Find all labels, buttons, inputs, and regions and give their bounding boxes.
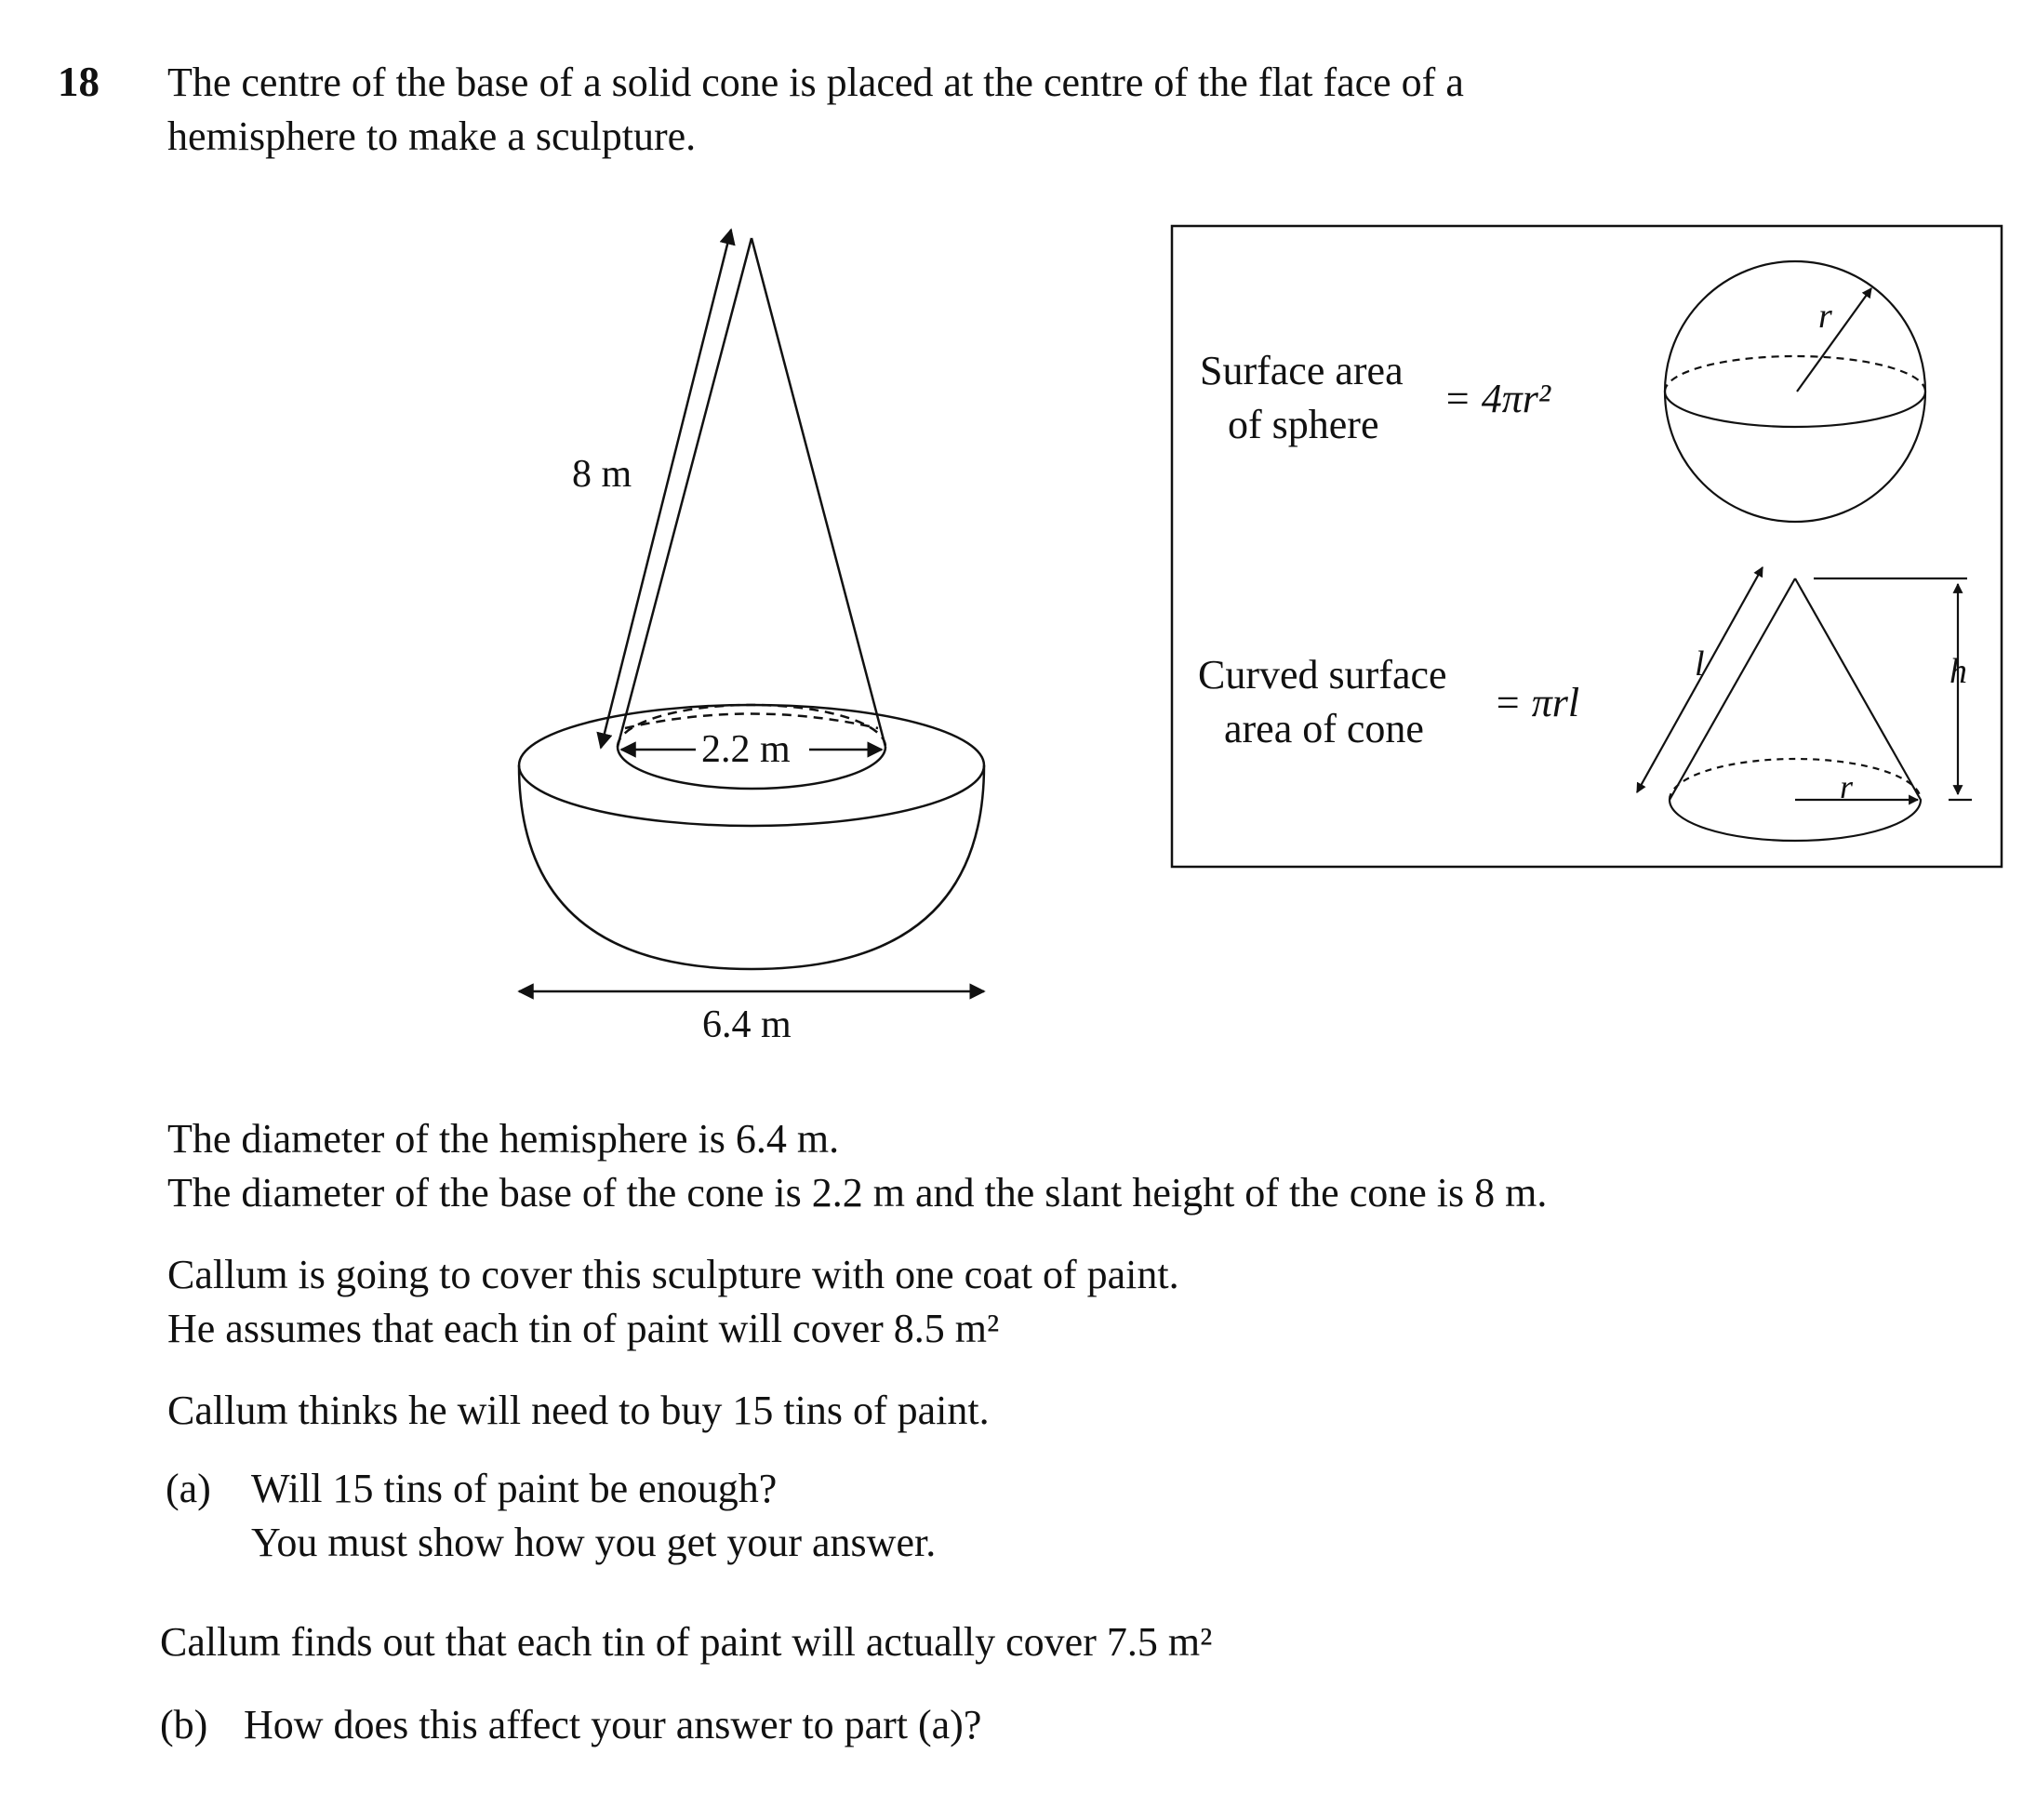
- intro-line-1: The centre of the base of a solid cone is placed at the centre of the flat face of a: [167, 60, 1464, 105]
- question-number: 18: [58, 59, 100, 105]
- cone-area-label: [1198, 648, 1447, 756]
- part-b-question: How does this affect your answer to part (a)?: [244, 1702, 982, 1747]
- body-line-2: The diameter of the base of the cone is 2.2 m and the slant height of the cone is 8 m.: [167, 1170, 1548, 1216]
- cone-label-line-2: area of cone: [1224, 706, 1424, 751]
- intro-line-2: hemisphere to make a sculpture.: [167, 113, 697, 159]
- formula-cone-figure: [1637, 567, 1972, 841]
- cone-shape: [618, 238, 885, 747]
- sphere-figure: [1665, 261, 1925, 522]
- part-a-label: (a): [166, 1466, 211, 1511]
- part-a-question: [251, 1462, 936, 1570]
- paint-assumption: [167, 1248, 1179, 1356]
- cone-label-line-1: Curved surface: [1198, 652, 1447, 697]
- part-b-label: (b): [160, 1702, 208, 1747]
- cone-radius-label: r: [1840, 768, 1854, 805]
- hemisphere-diameter-label: 6.4 m: [702, 1003, 792, 1046]
- body-line-3: Callum is going to cover this sculpture with one coat of paint.: [167, 1252, 1179, 1297]
- sphere-formula: = 4πr²: [1444, 376, 1551, 421]
- part-a-line-1: Will 15 tins of paint be enough?: [251, 1466, 778, 1511]
- cone-height-label: h: [1950, 652, 1967, 691]
- sphere-radius-label: r: [1818, 297, 1832, 336]
- body-line-4: He assumes that each tin of paint will cover 8.5 m²: [167, 1306, 1000, 1351]
- sphere-label-line-2: of sphere: [1228, 402, 1379, 447]
- cone-slant-label: l: [1695, 644, 1705, 684]
- cone-diameter-label: 2.2 m: [701, 728, 791, 771]
- formula-box: [1172, 226, 2002, 867]
- given-dimensions: [167, 1112, 1547, 1220]
- slant-height-label: 8 m: [572, 453, 632, 496]
- sphere-area-label: [1200, 344, 1404, 452]
- cone-formula: = πrl: [1494, 680, 1580, 725]
- body-line-1: The diameter of the hemisphere is 6.4 m.: [167, 1116, 840, 1162]
- body-line-6: Callum finds out that each tin of paint will actually cover 7.5 m²: [160, 1619, 1213, 1665]
- body-line-5: Callum thinks he will need to buy 15 tins of paint.: [167, 1388, 990, 1433]
- part-a-line-2: You must show how you get your answer.: [251, 1520, 937, 1565]
- sphere-label-line-1: Surface area: [1200, 348, 1404, 393]
